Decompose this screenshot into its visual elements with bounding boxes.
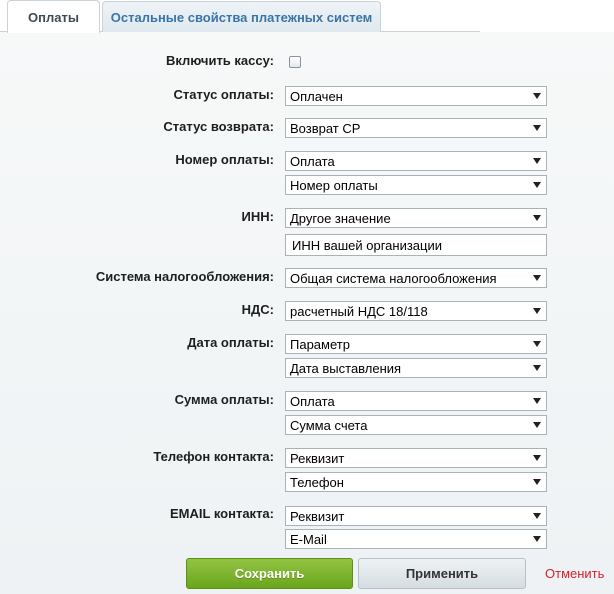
- tab-bar: [0, 0, 614, 32]
- payment-sum-type-select[interactable]: [285, 391, 547, 411]
- payment-date-select[interactable]: [285, 358, 547, 378]
- save-button[interactable]: Сохранить: [186, 558, 353, 589]
- payment-status-select[interactable]: [285, 86, 547, 106]
- contact-email-type-value: Реквизит: [290, 509, 345, 524]
- chevron-down-icon: [533, 479, 541, 485]
- chevron-down-icon: [533, 125, 541, 131]
- chevron-down-icon: [533, 365, 541, 371]
- payment-number-value: Номер оплаты: [290, 178, 378, 193]
- cashbox-label: Включить кассу:: [165, 53, 274, 68]
- payment-sum-type-value: Оплата: [290, 394, 335, 409]
- apply-button[interactable]: Применить: [358, 558, 526, 589]
- payment-status-label: Статус оплаты:: [173, 87, 274, 102]
- tax-system-select[interactable]: [285, 268, 547, 288]
- inn-input[interactable]: [285, 234, 547, 256]
- refund-status-label: Статус возврата:: [163, 119, 274, 134]
- refund-status-value: Возврат СР: [290, 121, 361, 136]
- chevron-down-icon: [533, 158, 541, 164]
- chevron-down-icon: [533, 455, 541, 461]
- payment-date-type-value: Параметр: [290, 337, 350, 352]
- payment-sum-label: Сумма оплаты:: [174, 392, 274, 407]
- contact-phone-label: Телефон контакта:: [153, 449, 274, 464]
- tab-payments-label: Оплаты: [28, 9, 79, 25]
- payment-number-type-select[interactable]: [285, 151, 547, 171]
- payment-date-type-select[interactable]: [285, 334, 547, 354]
- tax-system-value: Общая система налогообложения: [290, 271, 497, 286]
- vat-label: НДС:: [241, 302, 274, 317]
- payment-status-value: Оплачен: [290, 89, 343, 104]
- payment-number-label: Номер оплаты:: [175, 152, 274, 167]
- contact-phone-type-value: Реквизит: [290, 451, 345, 466]
- contact-phone-select[interactable]: [285, 472, 547, 492]
- inn-label: ИНН:: [241, 209, 274, 224]
- contact-phone-value: Телефон: [290, 475, 344, 490]
- contact-email-select[interactable]: [285, 529, 547, 549]
- contact-email-label: EMAIL контакта:: [170, 506, 274, 521]
- vat-select[interactable]: [285, 301, 547, 321]
- chevron-down-icon: [533, 536, 541, 542]
- payment-number-select[interactable]: [285, 175, 547, 195]
- chevron-down-icon: [533, 513, 541, 519]
- chevron-down-icon: [533, 398, 541, 404]
- tab-other-properties-label: Остальные свойства платежных систем: [110, 9, 373, 25]
- chevron-down-icon: [533, 215, 541, 221]
- chevron-down-icon: [533, 422, 541, 428]
- inn-input-value: ИНН вашей организации: [292, 238, 443, 253]
- tab-payments[interactable]: [7, 0, 100, 33]
- tax-system-label: Система налогообложения:: [95, 269, 274, 284]
- chevron-down-icon: [533, 182, 541, 188]
- inn-type-value: Другое значение: [290, 211, 391, 226]
- payment-sum-select[interactable]: [285, 415, 547, 435]
- contact-phone-type-select[interactable]: [285, 448, 547, 468]
- contact-email-value: E-Mail: [290, 532, 327, 547]
- refund-status-select[interactable]: [285, 118, 547, 138]
- contact-email-type-select[interactable]: [285, 506, 547, 526]
- payment-date-label: Дата оплаты:: [187, 335, 274, 350]
- payment-number-type-value: Оплата: [290, 154, 335, 169]
- chevron-down-icon: [533, 308, 541, 314]
- payment-sum-value: Сумма счета: [290, 418, 368, 433]
- tab-other-properties[interactable]: [102, 1, 381, 32]
- vat-value: расчетный НДС 18/118: [290, 304, 428, 319]
- cashbox-checkbox[interactable]: [289, 56, 301, 68]
- inn-type-select[interactable]: [285, 208, 547, 228]
- payment-date-value: Дата выставления: [290, 361, 402, 376]
- chevron-down-icon: [533, 275, 541, 281]
- cancel-link[interactable]: Отменить: [545, 566, 605, 581]
- chevron-down-icon: [533, 341, 541, 347]
- chevron-down-icon: [533, 93, 541, 99]
